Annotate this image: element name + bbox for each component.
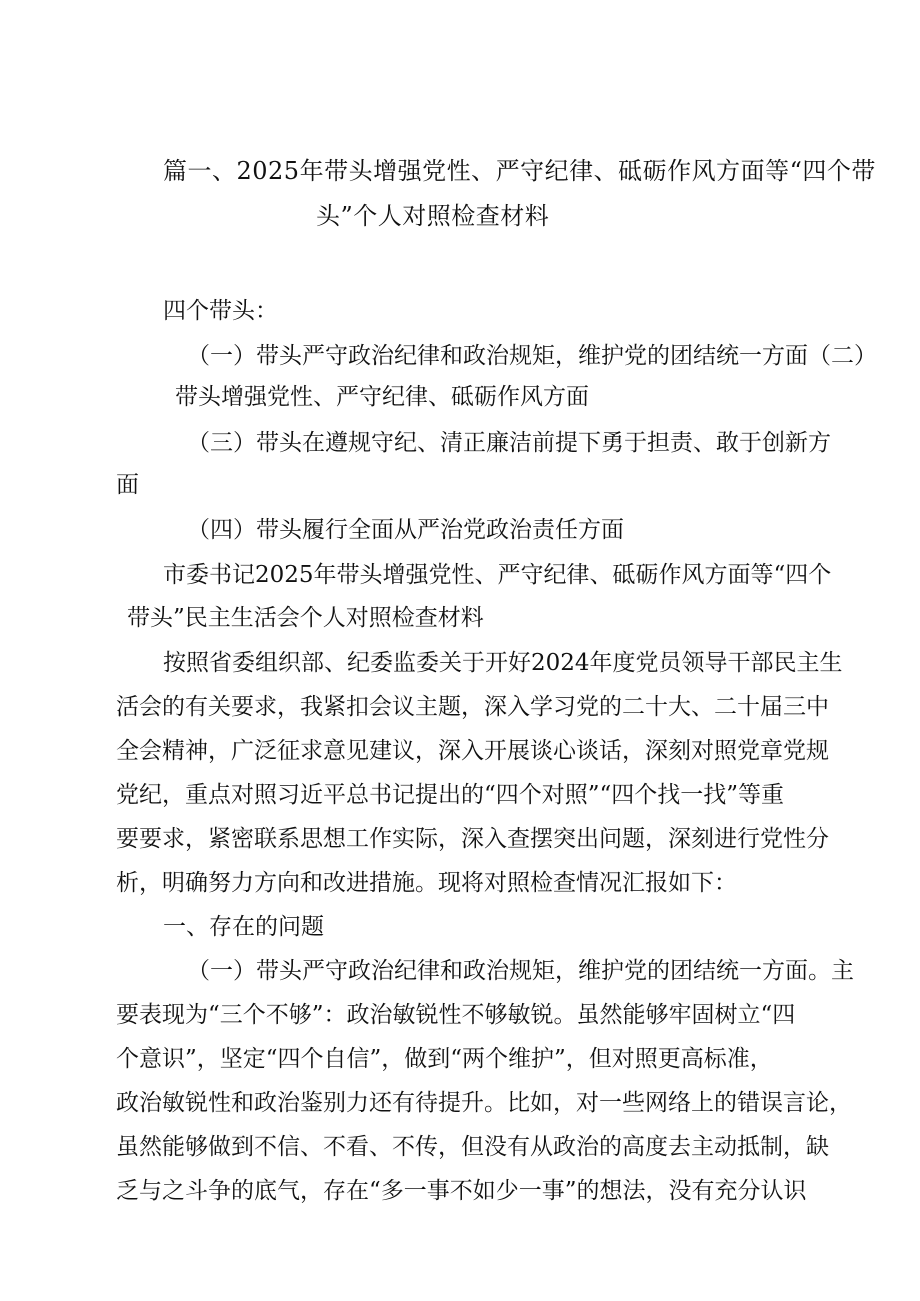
- paragraph-line: （四）带头履行全面从严治党政治责任方面: [187, 517, 624, 543]
- paragraph-line: （一）带头严守政治纪律和政治规矩，维护党的团结统一方面（二）: [187, 343, 877, 369]
- paragraph-line: 党纪，重点对照习近平总书记提出的“四个对照”“四个找一找”等重: [116, 782, 785, 808]
- paragraph-line: （一）带头严守政治纪律和政治规矩，维护党的团结统一方面。主: [187, 958, 854, 984]
- paragraph-line: 带头增强党性、严守纪律、砥砺作风方面: [175, 384, 589, 410]
- document-title-line-1: 篇一、2025年带头增强党性、严守纪律、砥砺作风方面等“四个带: [163, 157, 876, 185]
- paragraph-line: 乏与之斗争的底气，存在“多一事不如少一事”的想法，没有充分认识: [116, 1178, 807, 1204]
- paragraph-line: （三）带头在遵规守纪、清正廉洁前提下勇于担责、敢于创新方: [187, 430, 831, 456]
- paragraph-line: 要要求，紧密联系思想工作实际，深入查摆突出问题，深刻进行党性分: [116, 826, 829, 852]
- paragraph-line: 个意识”，坚定“四个自信”，做到“两个维护”，但对照更高标准，: [116, 1046, 773, 1072]
- subtitle-line: 带头”民主生活会个人对照检查材料: [127, 605, 484, 631]
- paragraph-line: 虽然能够做到不信、不看、不传，但没有从政治的高度去主动抵制，缺: [116, 1134, 829, 1160]
- subtitle-line: 市委书记2025年带头增强党性、严守纪律、砥砺作风方面等“四个: [163, 562, 832, 588]
- paragraph-line: 政治敏锐性和政治鉴别力还有待提升。比如，对一些网络上的错误言论，: [116, 1090, 852, 1116]
- paragraph-line: 析，明确努力方向和改进措施。现将对照检查情况汇报如下：: [116, 870, 737, 896]
- paragraph-line: 按照省委组织部、纪委监委关于开好2024年度党员领导干部民主生: [163, 650, 843, 676]
- section-heading-problems: 一、存在的问题: [163, 914, 324, 940]
- section-heading-four-leads: 四个带头：: [163, 298, 278, 324]
- paragraph-line: 要表现为“三个不够”：政治敏锐性不够敏锐。虽然能够牢固树立“四: [116, 1002, 796, 1028]
- paragraph-line: 全会精神，广泛征求意见建议，深入开展谈心谈话，深刻对照党章党规: [116, 738, 829, 764]
- paragraph-line: 面: [116, 472, 139, 498]
- document-title-line-2: 头”个人对照检查材料: [316, 202, 550, 230]
- paragraph-line: 活会的有关要求，我紧扣会议主题，深入学习党的二十大、二十届三中: [116, 694, 829, 720]
